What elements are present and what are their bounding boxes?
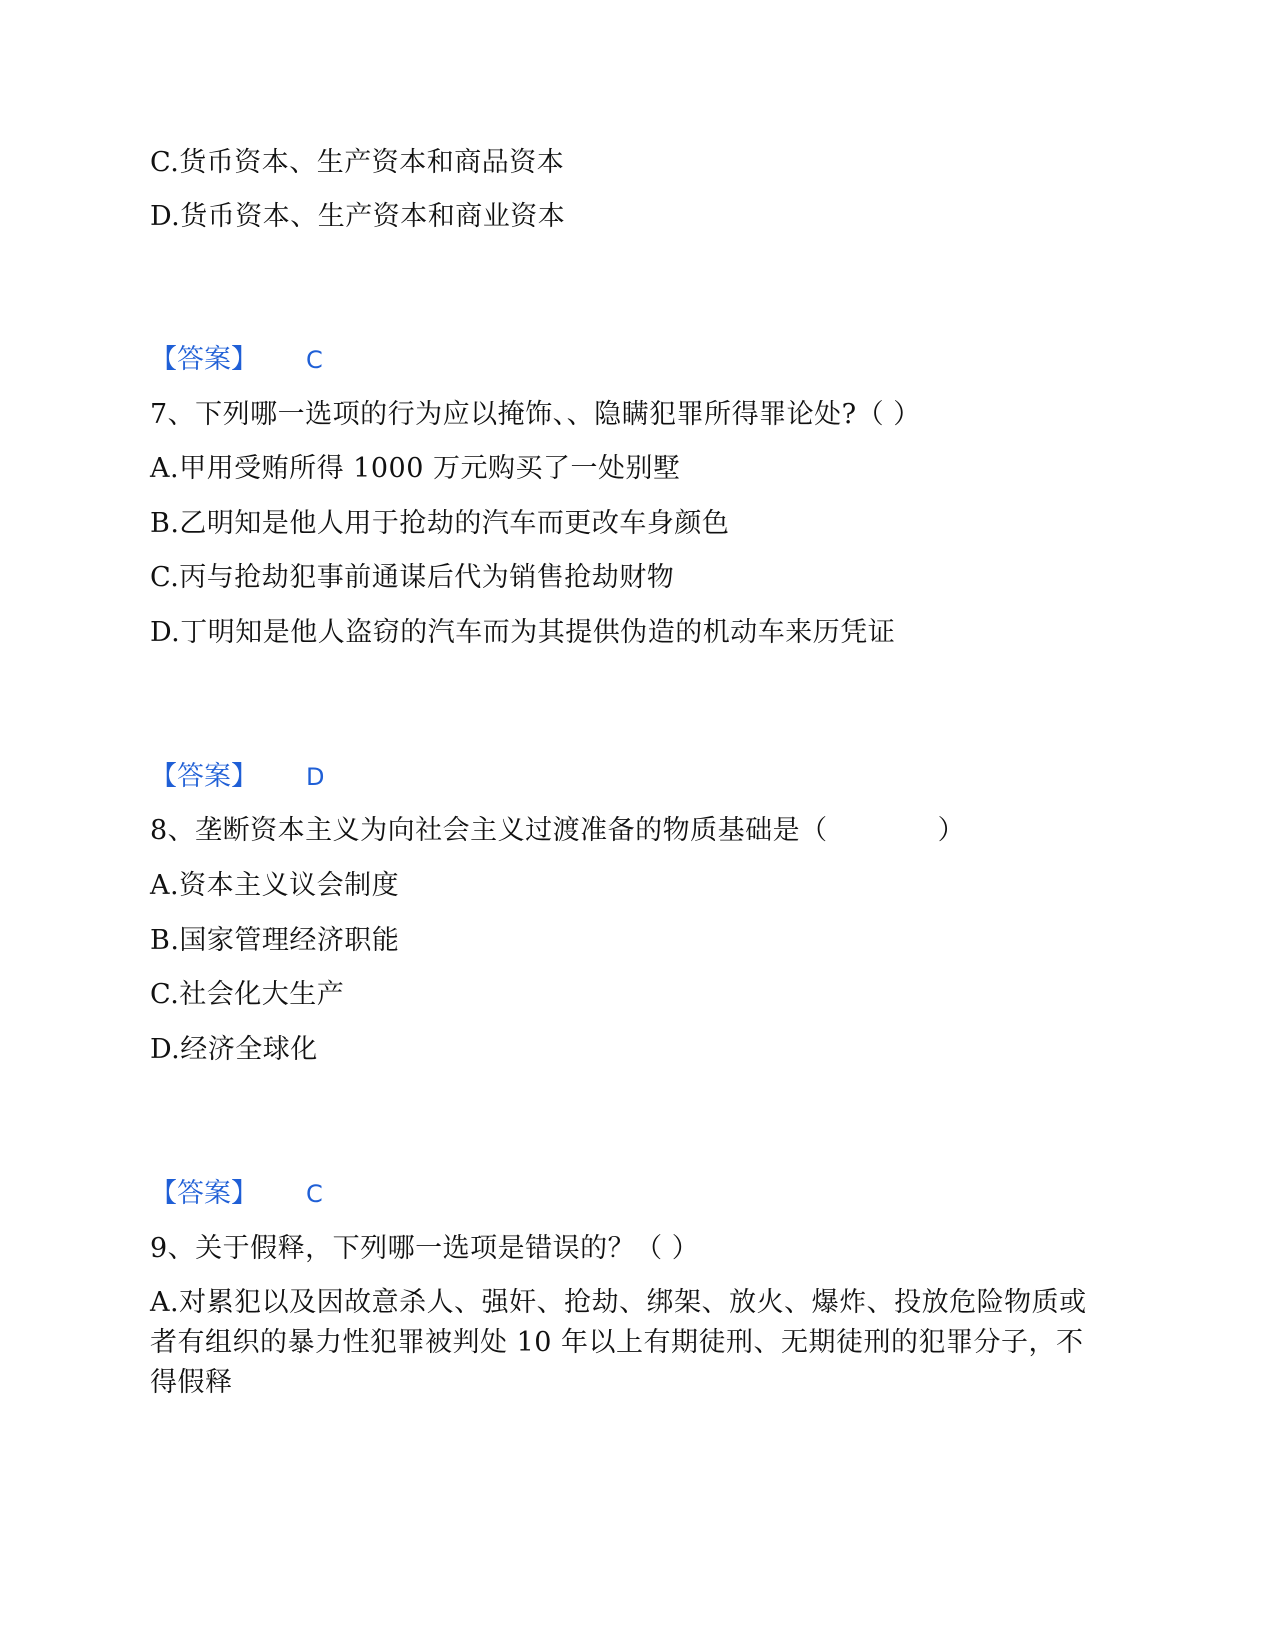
q7-option-d: D.丁明知是他人盗窃的汽车而为其提供伪造的机动车来历凭证 xyxy=(150,617,896,648)
q8-question: 8、垄断资本主义为向社会主义过渡准备的物质基础是（ ） xyxy=(150,815,966,846)
q8-option-a: A.资本主义议会制度 xyxy=(150,870,400,901)
answer-label: 【答案】 xyxy=(150,1178,258,1209)
q8-option-c: C.社会化大生产 xyxy=(150,979,345,1010)
answer-label: 【答案】 xyxy=(150,344,258,375)
q6-answer xyxy=(150,343,323,377)
q7-option-a: A.甲用受贿所得 1000 万元购买了一处别墅 xyxy=(150,453,681,484)
q8-answer xyxy=(150,1177,323,1211)
q6-option-d: D.货币资本、生产资本和商业资本 xyxy=(150,201,566,232)
q9-option-a: A.对累犯以及因故意杀人、强奸、抢劫、绑架、放火、爆炸、投放危险物质或者有组织的暴力性犯罪被判处 10 年以上有期徒刑、无期徒刑的犯罪分子，不得假释 xyxy=(150,1287,1087,1398)
q7-answer xyxy=(150,760,324,794)
q7-option-b: B.乙明知是他人用于抢劫的汽车而更改车身颜色 xyxy=(150,508,730,539)
q8-option-d: D.经济全球化 xyxy=(150,1034,318,1065)
answer-value: C xyxy=(306,1180,323,1208)
q7-option-c: C.丙与抢劫犯事前通谋后代为销售抢劫财物 xyxy=(150,562,675,593)
answer-label: 【答案】 xyxy=(150,761,258,792)
answer-value: D xyxy=(306,763,325,791)
q7-question: 7、下列哪一选项的行为应以掩饰、、隐瞒犯罪所得罪论处?（ ） xyxy=(150,399,921,430)
q8-option-b: B.国家管理经济职能 xyxy=(150,925,400,956)
q9-question: 9、关于假释，下列哪一选项是错误的？（ ） xyxy=(150,1233,700,1264)
q6-option-c: C.货币资本、生产资本和商品资本 xyxy=(150,147,565,178)
answer-value: C xyxy=(306,346,323,374)
